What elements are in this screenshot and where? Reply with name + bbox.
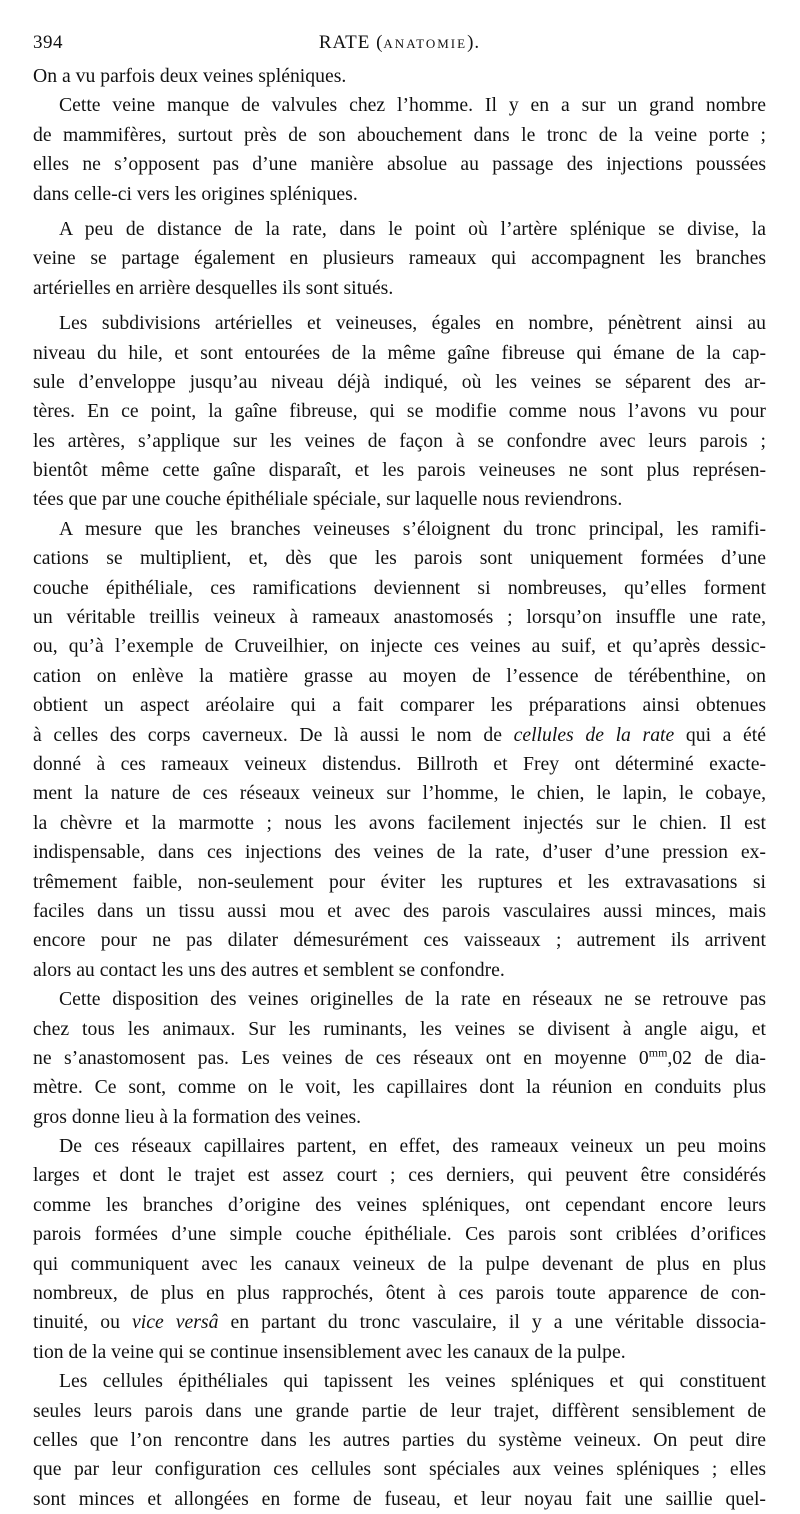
- text-line: [33, 1191, 766, 1220]
- text-line: [33, 779, 766, 808]
- text-run: Les subdivisions artérielles et veineuses, égales en nombre, pénètrent ainsi au: [59, 312, 766, 335]
- text-run: à celles des corps caverneux. De là aussi le nom de: [33, 723, 514, 746]
- text-line: [33, 897, 766, 926]
- running-title-close: ).: [467, 32, 481, 53]
- text-run: Cette veine manque de valvules chez l’homme. Il y en a sur un grand nombre: [59, 94, 766, 117]
- text-line: [33, 1455, 766, 1484]
- superscript-unit: mm: [648, 1045, 668, 1060]
- italic-run: cellules de la rate: [513, 723, 675, 746]
- text-run: ne s’anastomosent pas. Les veines de ces réseaux ont en moyenne 0: [33, 1046, 649, 1069]
- text-run: trêmement faible, non-seulement pour éviter les ruptures et les extravasations si: [33, 870, 766, 893]
- text-line: [33, 750, 766, 779]
- text-run: ment la nature de ces réseaux veineux sur l’homme, le chien, le lapin, le cobaye,: [33, 782, 766, 805]
- text-run: tion de la veine qui se continue insensiblement avec les canaux de la pulpe.: [33, 1340, 626, 1363]
- text-run: larges et dont le trajet est assez court ; ces derniers, qui peuvent être considérés: [33, 1164, 766, 1187]
- text-line: [33, 721, 766, 750]
- running-title: [33, 30, 766, 57]
- text-line: [33, 368, 766, 397]
- text-run: artérielles en arrière desquelles ils sont situés.: [33, 276, 394, 299]
- text-run: gros donne lieu à la formation des veines.: [33, 1105, 362, 1128]
- text-line: [33, 926, 766, 955]
- text-run: donné à ces rameaux veineux distendus. Billroth et Frey ont déterminé exacte-: [33, 752, 766, 775]
- text-run: Cette disposition des veines originelles de la rate en réseaux ne se retrouve pas: [59, 988, 766, 1011]
- text-line: [33, 180, 766, 209]
- text-line: [33, 1279, 766, 1308]
- text-line: [33, 1367, 766, 1396]
- text-run: sule d’enveloppe jusqu’au niveau déjà indiqué, où les veines se séparent des ar-: [33, 370, 766, 393]
- text-run: mètre. Ce sont, comme on le voit, les capillaires dont la réunion en conduits plus: [33, 1076, 766, 1099]
- text-line: [33, 603, 766, 632]
- text-line: [33, 1103, 766, 1132]
- text-run: sont minces et allongées en forme de fuseau, et leur noyau fait une saillie quel-: [33, 1487, 766, 1510]
- text-run: On a vu parfois deux veines spléniques.: [33, 65, 347, 87]
- text-run: cation on enlève la matière grasse au moyen de l’essence de térébenthine, on: [33, 664, 766, 687]
- text-line: [33, 838, 766, 867]
- text-line: [33, 215, 766, 244]
- text-run: que par leur configuration ces cellules sont spéciales aux veines spléniques ; elles: [33, 1458, 766, 1481]
- text-line: [33, 1161, 766, 1190]
- text-run: faciles dans un tissu aussi mou et avec des parois vasculaires aussi minces, mais: [33, 899, 766, 922]
- text-line: [33, 662, 766, 691]
- text-line: [33, 985, 766, 1014]
- text-run: nombreux, de plus en plus rapprochés, ôtent à ces parois toute apparence de con-: [33, 1282, 766, 1305]
- text-line: [33, 1397, 766, 1426]
- text-run: comme les branches d’origine des veines spléniques, ont cependant encore leurs: [33, 1193, 766, 1216]
- text-run: bientôt même cette gaîne disparaît, et les parois veineuses ne sont plus représen-: [33, 459, 766, 482]
- text-line: [33, 485, 766, 514]
- text-run: tères. En ce point, la gaîne fibreuse, qui se modifie comme nous l’avons vu pour: [33, 400, 766, 423]
- text-line: [33, 1485, 766, 1514]
- text-line: [33, 456, 766, 485]
- text-run: la chèvre et la marmotte ; nous les avons facilement injectés sur le chien. Il est: [33, 811, 766, 834]
- text-line: [33, 515, 766, 544]
- text-run: niveau du hile, et sont entourées de la même gaîne fibreuse qui émane de la cap-: [33, 341, 766, 364]
- text-run: ,02 de dia-: [667, 1046, 766, 1069]
- text-run: indispensable, dans ces injections des veines de la rate, d’user d’une pression ex-: [33, 841, 766, 864]
- text-run: un véritable treillis veineux à rameaux anastomosés ; lorsqu’on insuffle une rate,: [33, 606, 766, 629]
- text-line: [33, 1073, 766, 1102]
- text-run: tées que par une couche épithéliale spéciale, sur laquelle nous reviendrons.: [33, 488, 623, 511]
- text-line: [33, 1220, 766, 1249]
- text-line: [33, 544, 766, 573]
- text-run: elles ne s’opposent pas d’une manière absolue au passage des injections poussées: [33, 153, 766, 176]
- text-run: en partant du tronc vasculaire, il y a une véritable dissocia-: [218, 1311, 766, 1334]
- text-line: [33, 339, 766, 368]
- text-line: [33, 632, 766, 661]
- body-text: [33, 62, 766, 1514]
- text-line: [33, 1132, 766, 1161]
- italic-run: vice versâ: [132, 1311, 219, 1334]
- text-run: alors au contact les uns des autres et semblent se confondre.: [33, 958, 505, 981]
- text-line: [33, 809, 766, 838]
- text-line: [33, 91, 766, 120]
- running-title-main: RATE (: [318, 32, 384, 53]
- text-run: couche épithéliale, ces ramifications deviennent si nombreuses, qu’elles forment: [33, 576, 766, 599]
- text-run: veine se partage également en plusieurs rameaux qui accompagnent les branches: [33, 247, 766, 270]
- text-line: [33, 62, 766, 91]
- text-line: [33, 1015, 766, 1044]
- text-line: [33, 1338, 766, 1367]
- text-run: de mammifères, surtout près de son abouchement dans le tronc de la veine porte ;: [33, 123, 766, 146]
- text-line: [33, 309, 766, 338]
- text-line: [33, 868, 766, 897]
- page-number: 394: [33, 32, 63, 53]
- text-run: dans celle-ci vers les origines spléniques.: [33, 182, 358, 205]
- text-run: A mesure que les branches veineuses s’éloignent du tronc principal, les ramifi-: [59, 517, 766, 540]
- text-run: De ces réseaux capillaires partent, en effet, des rameaux veineux un peu moins: [59, 1135, 766, 1158]
- text-line: [33, 427, 766, 456]
- text-run: Les cellules épithéliales qui tapissent les veines spléniques et qui constituent: [59, 1370, 766, 1393]
- text-run: cations se multiplient, et, dès que les parois sont uniquement formées d’une: [33, 547, 766, 570]
- text-line: [33, 397, 766, 426]
- text-line: [33, 150, 766, 179]
- text-run: qui communiquent avec les canaux veineux de la pulpe devenant de plus en plus: [33, 1252, 766, 1275]
- text-line: [33, 1250, 766, 1279]
- text-line: [33, 121, 766, 150]
- running-title-subject: ANATOMIE: [383, 36, 468, 51]
- text-run: seules leurs parois dans une grande partie de leur trajet, diffèrent sensiblement de: [33, 1399, 766, 1422]
- text-line: [33, 244, 766, 273]
- text-line: [33, 574, 766, 603]
- text-line: [33, 691, 766, 720]
- text-line: [33, 274, 766, 303]
- text-run: encore pour ne pas dilater démesurément ces vaisseaux ; autrement ils arrivent: [33, 929, 766, 952]
- running-head: [33, 30, 766, 56]
- text-line: [33, 956, 766, 985]
- text-run: parois formées d’une simple couche épithéliale. Ces parois sont criblées d’orifices: [33, 1223, 766, 1246]
- text-run: obtient un aspect aréolaire qui a fait comparer les préparations ainsi obtenues: [33, 694, 766, 717]
- text-line: [33, 1044, 766, 1073]
- text-run: celles que l’on rencontre dans les autres parties du système veineux. On peut dire: [33, 1428, 766, 1451]
- text-run: qui a été: [674, 723, 767, 746]
- text-run: A peu de distance de la rate, dans le point où l’artère splénique se divise, la: [59, 217, 766, 240]
- text-run: chez tous les animaux. Sur les ruminants, les veines se divisent à angle aigu, et: [33, 1017, 766, 1040]
- text-line: [33, 1308, 766, 1337]
- text-run: ou, qu’à l’exemple de Cruveilhier, on injecte ces veines au suif, et qu’après dessic-: [33, 635, 766, 658]
- text-line: [33, 1426, 766, 1455]
- text-run: les artères, s’applique sur les veines de façon à se confondre avec leurs parois ;: [33, 429, 766, 452]
- text-run: tinuité, ou: [33, 1311, 133, 1334]
